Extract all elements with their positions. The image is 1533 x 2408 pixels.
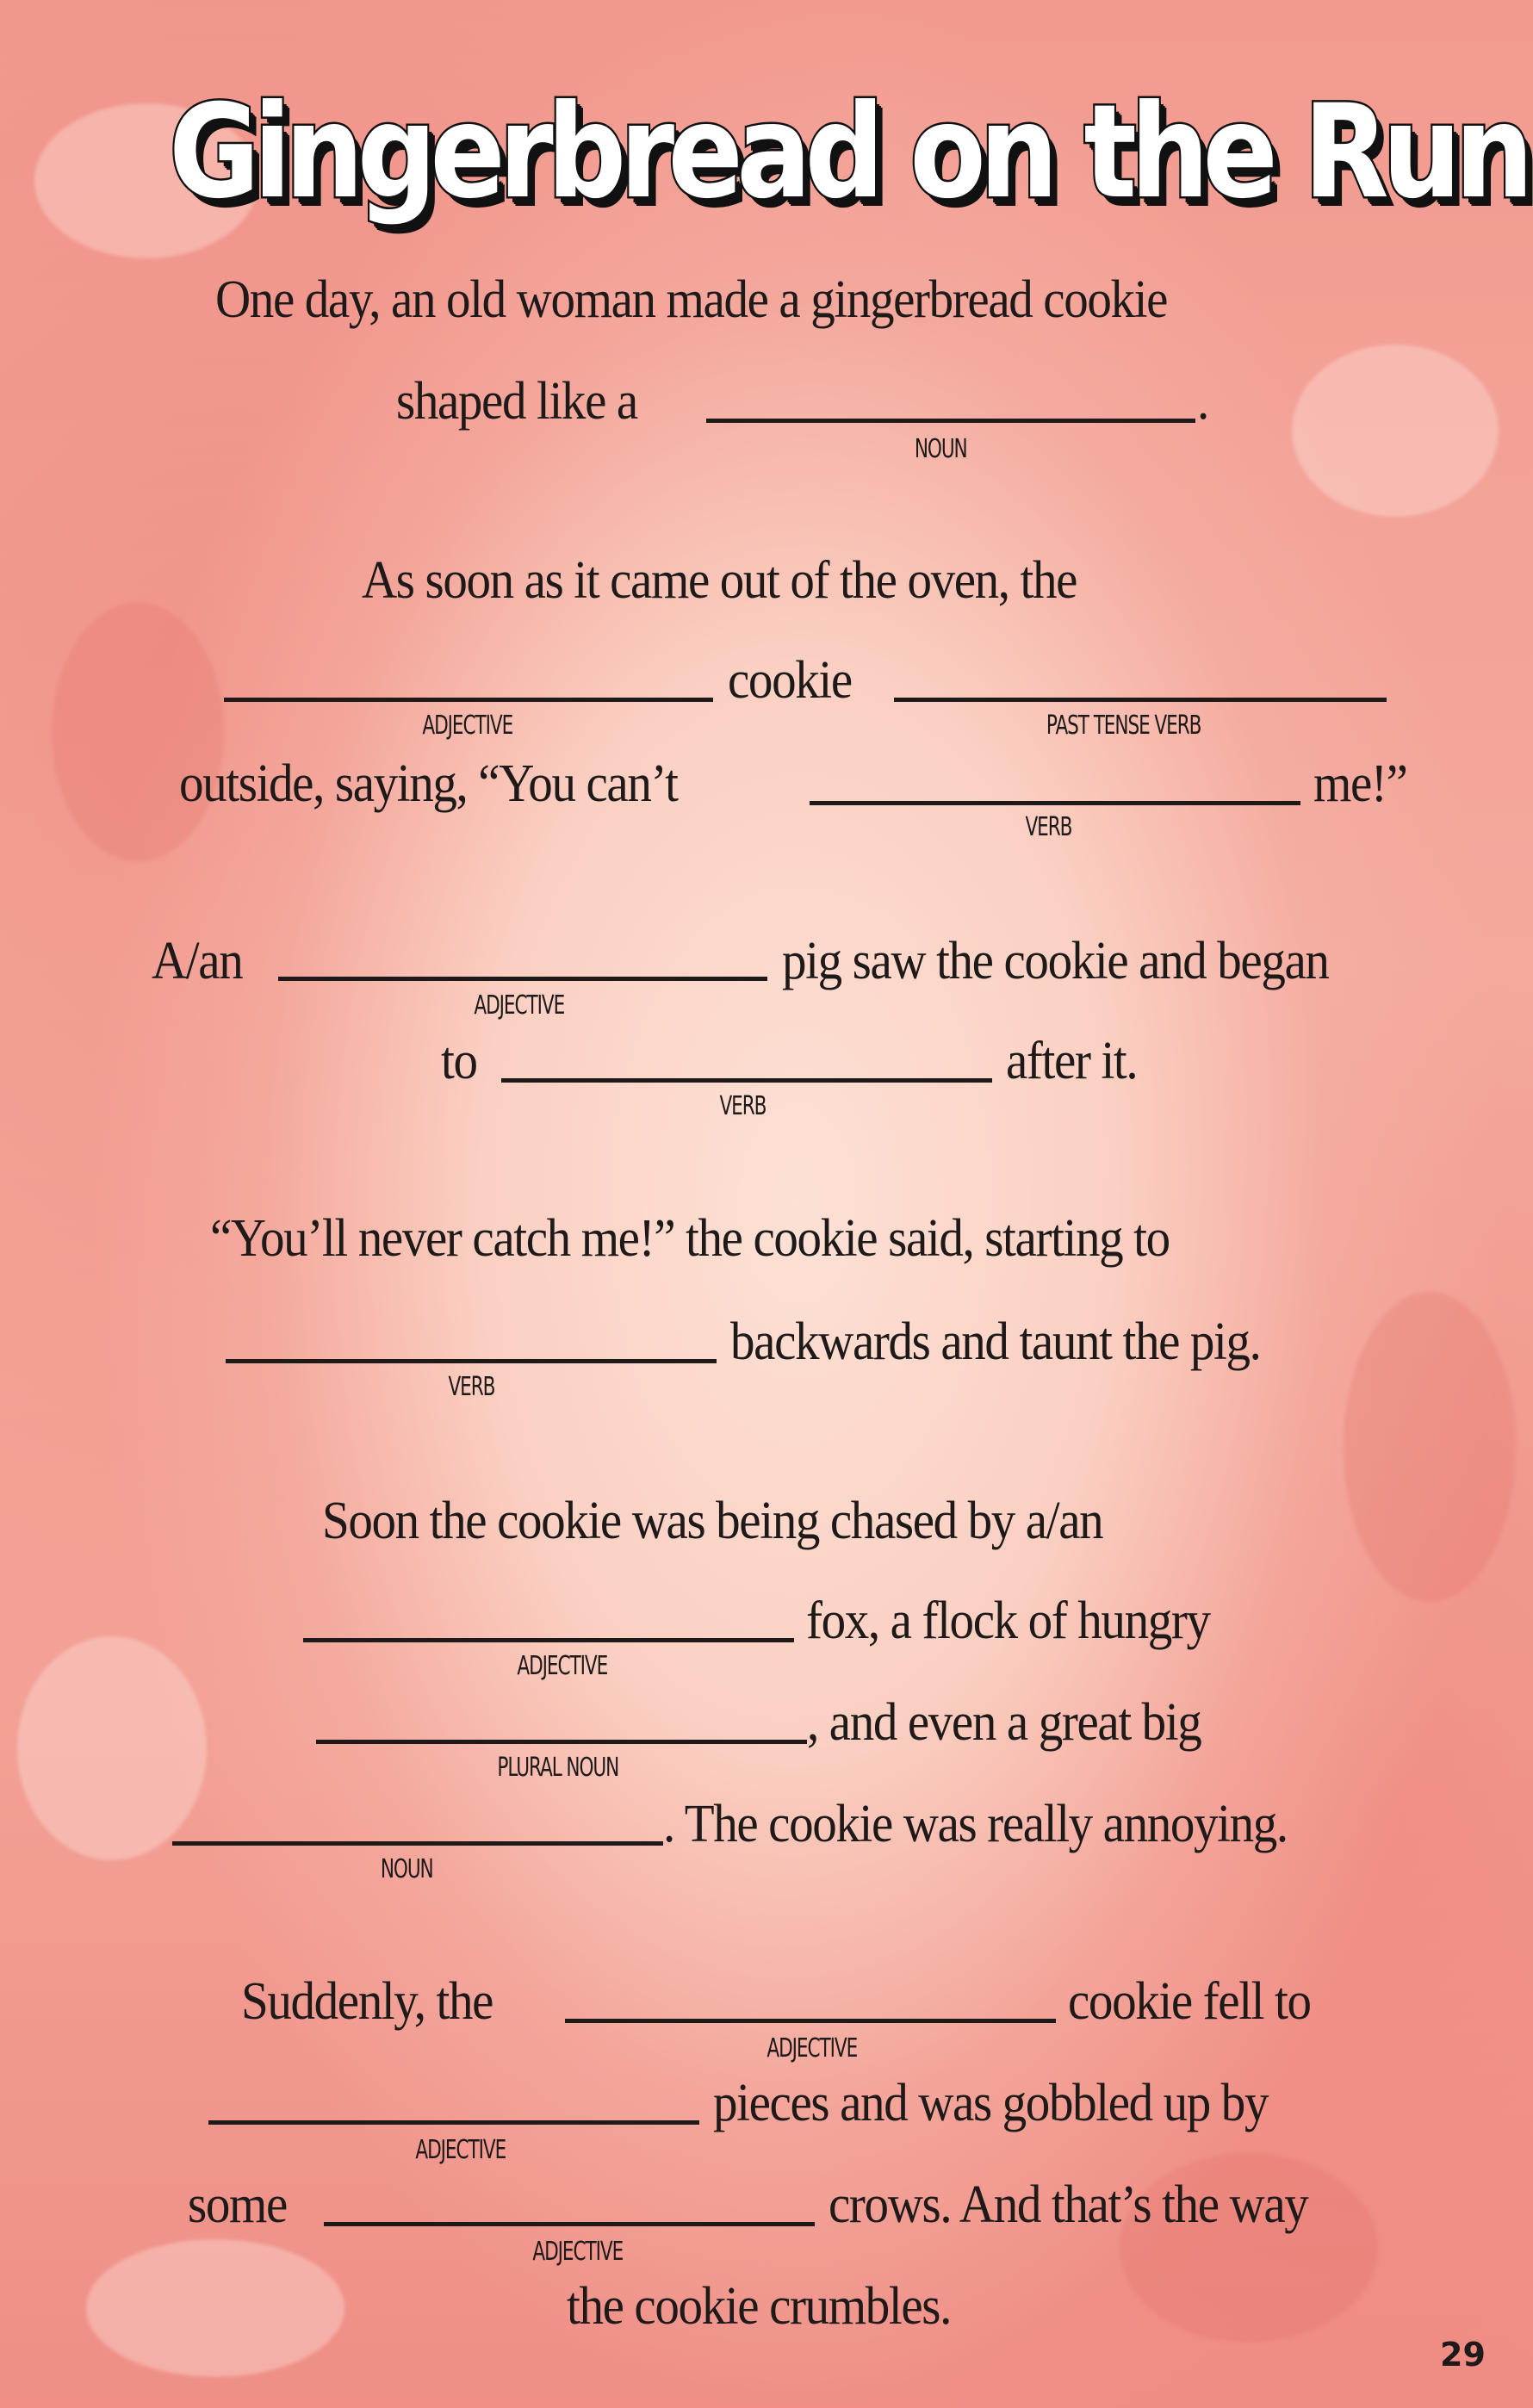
part-of-speech-label: PAST TENSE VERB <box>1046 711 1201 741</box>
story-text: “You’ll never catch me!” the cookie said, starting to <box>210 1209 1170 1268</box>
noun-blank[interactable] <box>172 1841 663 1846</box>
story-text: to <box>441 1032 477 1090</box>
texture-splotch <box>86 2239 344 2377</box>
story-text: fox, a flock of hungry <box>806 1592 1210 1650</box>
adjective-blank[interactable] <box>303 1638 794 1642</box>
texture-splotch <box>1292 344 1499 517</box>
story-text: some <box>188 2175 287 2234</box>
part-of-speech-label: ADJECTIVE <box>474 990 565 1021</box>
story-text: As soon as it came out of the oven, the <box>362 551 1077 610</box>
adjective-blank[interactable] <box>224 698 713 702</box>
story-text: outside, saying, “You can’t <box>179 754 678 813</box>
part-of-speech-label: ADJECTIVE <box>766 2033 858 2064</box>
part-of-speech-label: ADJECTIVE <box>415 2135 506 2165</box>
story-text: cookie fell to <box>1068 1972 1311 2031</box>
story-text: , and even a great big <box>807 1693 1201 1752</box>
story-text: the cookie crumbles. <box>567 2277 951 2336</box>
past-tense-verb-blank[interactable] <box>894 698 1387 702</box>
part-of-speech-label: ADJECTIVE <box>422 711 513 741</box>
part-of-speech-label: VERB <box>1025 812 1072 842</box>
story-text: shaped like a <box>396 372 637 431</box>
part-of-speech-label: ADJECTIVE <box>532 2237 624 2267</box>
part-of-speech-label: PLURAL NOUN <box>497 1753 619 1783</box>
story-text: me!” <box>1313 754 1407 813</box>
story-text: after it. <box>1006 1032 1138 1090</box>
part-of-speech-label: VERB <box>448 1372 495 1402</box>
page-number: 29 <box>1440 2336 1486 2374</box>
adjective-blank[interactable] <box>208 2120 699 2125</box>
story-text: pieces and was gobbled up by <box>713 2074 1269 2132</box>
texture-splotch <box>17 1636 207 1860</box>
story-text: crows. And that’s the way <box>829 2175 1308 2234</box>
story-text: Suddenly, the <box>241 1972 493 2031</box>
story-text: cookie <box>728 651 852 710</box>
part-of-speech-label: NOUN <box>380 1854 433 1884</box>
verb-blank[interactable] <box>226 1359 717 1363</box>
plural-noun-blank[interactable] <box>316 1740 807 1744</box>
story-text: Soon the cookie was being chased by a/an <box>322 1492 1103 1550</box>
verb-blank[interactable] <box>810 801 1300 805</box>
adjective-blank[interactable] <box>324 2222 815 2226</box>
story-text: . <box>1197 372 1208 431</box>
texture-splotch <box>52 603 224 861</box>
part-of-speech-label: NOUN <box>914 434 967 464</box>
page-title: Gingerbread on the Run <box>169 78 1528 227</box>
noun-blank[interactable] <box>706 419 1195 423</box>
adjective-blank[interactable] <box>565 2019 1056 2023</box>
verb-blank[interactable] <box>501 1078 992 1083</box>
part-of-speech-label: ADJECTIVE <box>517 1651 608 1681</box>
story-text: One day, an old woman made a gingerbread cookie <box>215 270 1168 329</box>
adjective-blank[interactable] <box>278 977 767 981</box>
story-text: . The cookie was really annoying. <box>663 1795 1288 1853</box>
story-text: pig saw the cookie and began <box>782 932 1329 990</box>
story-text: A/an <box>152 932 243 990</box>
part-of-speech-label: VERB <box>719 1091 766 1121</box>
texture-splotch <box>1344 1292 1516 1602</box>
story-text: backwards and taunt the pig. <box>730 1313 1261 1371</box>
